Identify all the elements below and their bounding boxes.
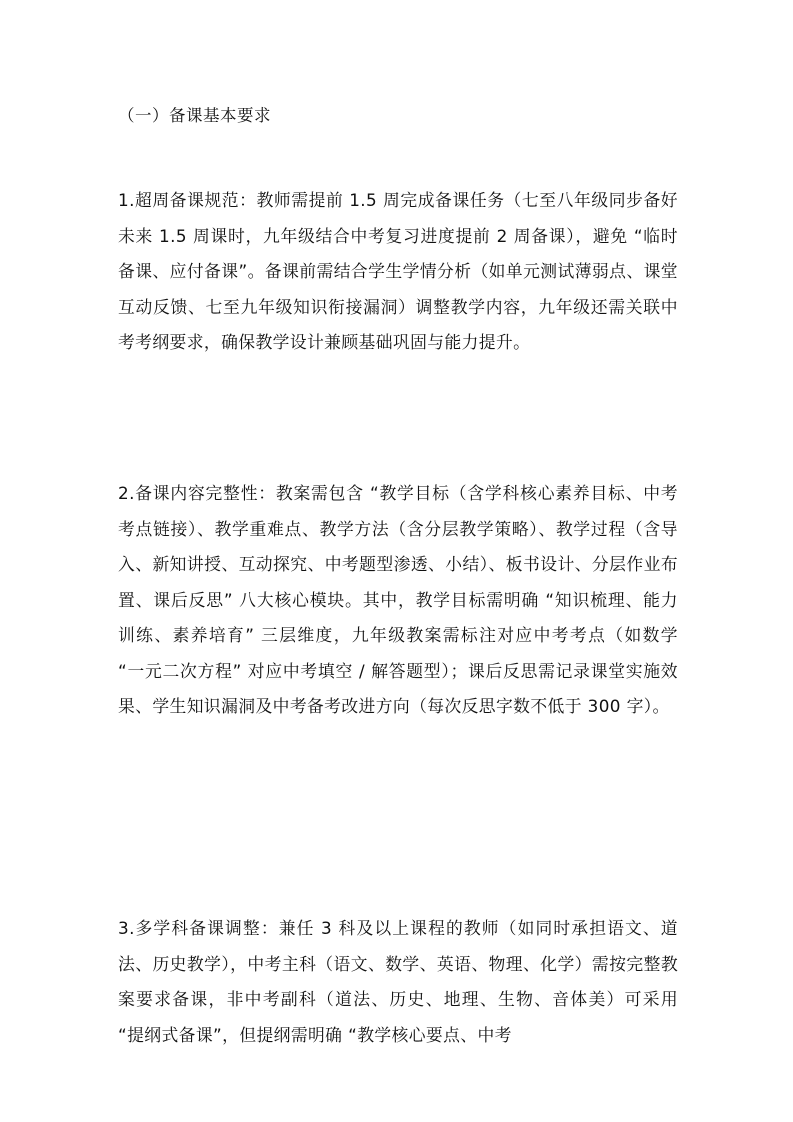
paragraph-lesson-content-completeness: 2.备课内容完整性：教案需包含 “教学目标（含学科核心素养目标、中考考点链接）、教学重难点、教学方法（含分层教学策略）、教学过程（含导入、新知讲授、互动探究、中考题型渗透、小结）、板书设计、分层作业布置、课后反思” 八大核心模块。其中，教学目标需明确 “知识梳理、能力训练、素养培育” 三层维度，九年级教案需标注对应中考考点（如数学 “一元二次方程” 对应中考填空 / 解答题型）；课后反思需记录课堂实施效果、学生知识漏洞及中考备考改进方向（每次反思字数不低于 300 字）。 [118,483,678,716]
paragraph-weekly-lesson-prep: 1.超周备课规范：教师需提前 1.5 周完成备课任务（七至八年级同步备好未来 1.5 周课时，九年级结合中考复习进度提前 2 周备课），避免 “临时备课、应付备课”。备课前需结合学生学情分析（如单元测试薄弱点、课堂互动反馈、七至九年级知识衔接漏洞）调整教学内容，九年级还需关联中考考纲要求，确保教学设计兼顾基础巩固与能力提升。 [118,190,678,352]
section-heading: （一）备课基本要求 [118,106,271,125]
paragraph-multi-subject-adjustment: 3.多学科备课调整：兼任 3 科及以上课程的教师（如同时承担语文、道法、历史教学），中考主科（语文、数学、英语、物理、化学）需按完整教案要求备课，非中考副科（道法、历史、地理、生物、音体美）可采用 “提纲式备课”，但提纲需明确 “教学核心要点、中考 [118,918,678,1045]
